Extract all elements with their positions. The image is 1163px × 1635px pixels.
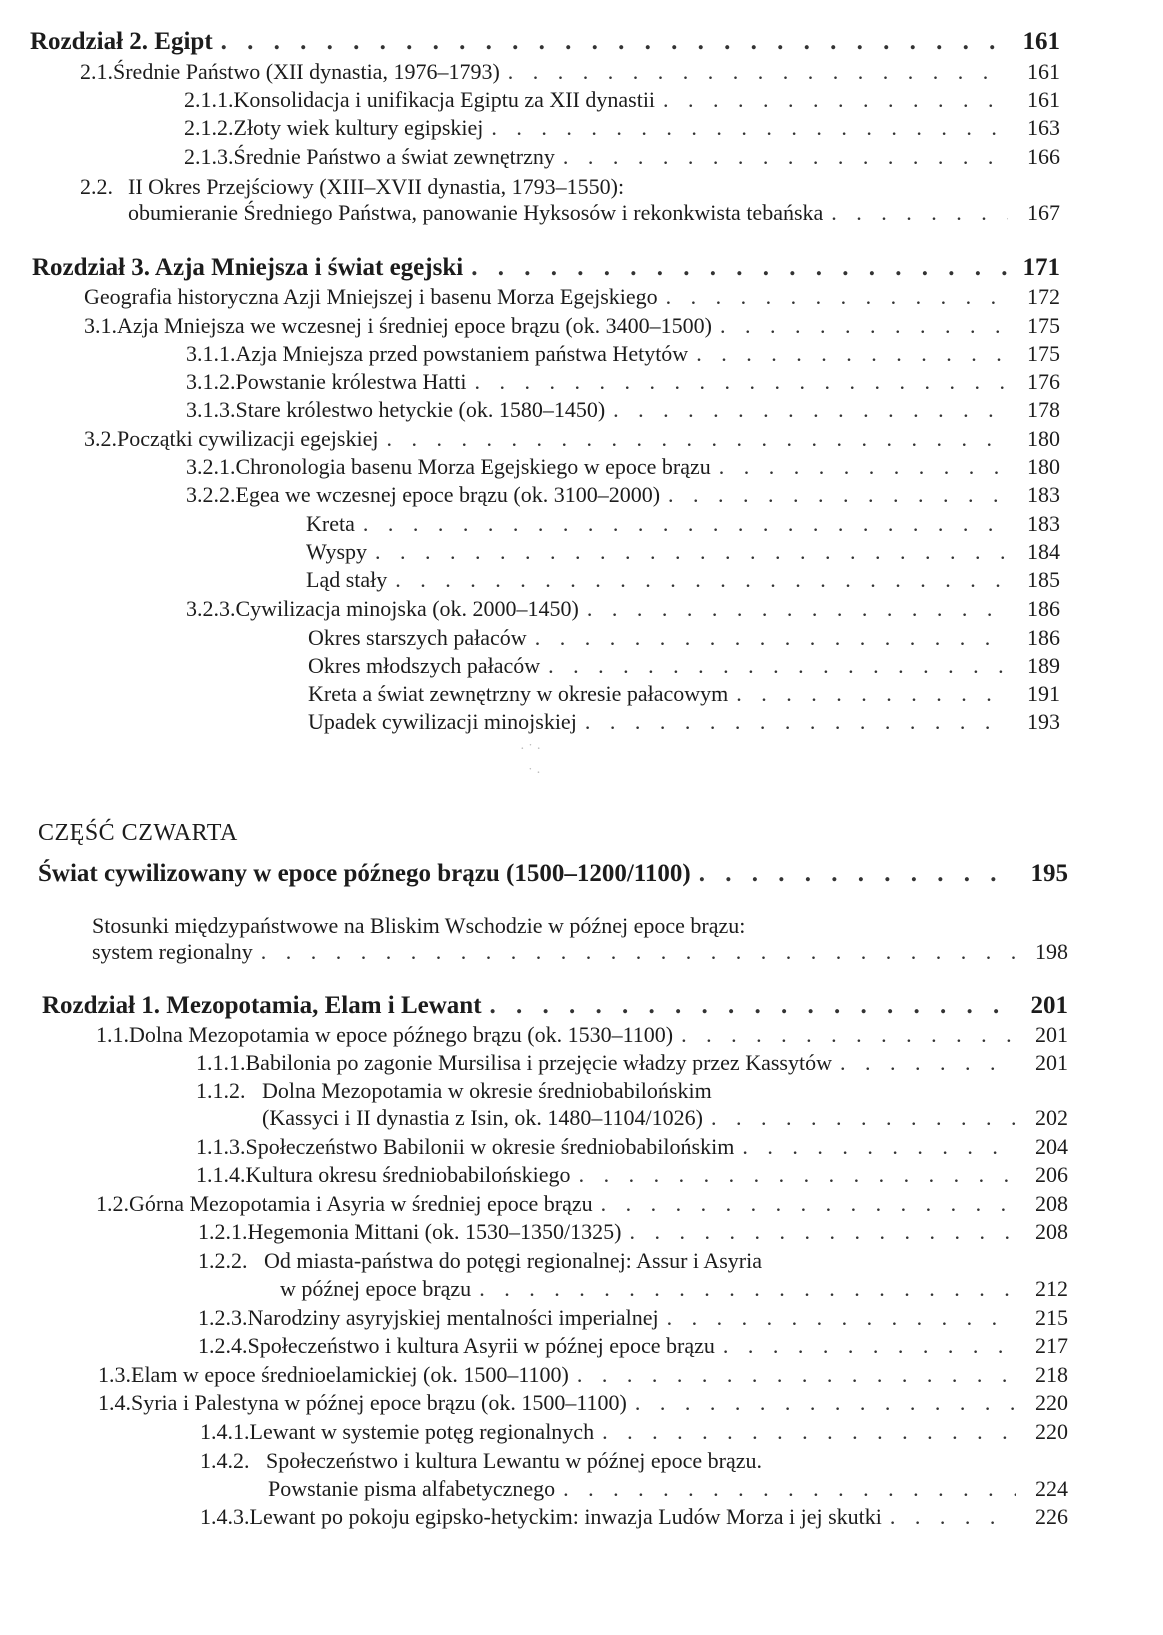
toc-title: Konsolidacja i unifikacja Egiptu za XII dynastii <box>233 87 656 112</box>
toc-number: 2.1.3. <box>184 144 234 169</box>
toc-title: Wyspy <box>306 539 368 564</box>
toc-leader-dots <box>587 595 1008 623</box>
toc-number: 1.1.2. <box>196 1078 246 1103</box>
toc-page-number: 166 <box>1027 144 1060 169</box>
toc-title: Społeczeństwo Babilonii w okresie średniobabilońskim <box>245 1134 735 1159</box>
toc-page-number: 180 <box>1027 426 1060 451</box>
toc-number: 1.2.2. <box>198 1248 248 1273</box>
toc-title: Upadek cywilizacji minojskiej <box>308 709 577 734</box>
toc-leader-dots <box>663 86 1008 114</box>
toc-leader-dots <box>629 1218 1016 1246</box>
toc-leader-dots <box>585 708 1008 736</box>
toc-page-number: 186 <box>1027 625 1060 650</box>
toc-entry-stosunki-line1 <box>92 912 745 940</box>
toc-leader-dots <box>613 396 1008 424</box>
toc-page-number: 186 <box>1027 596 1060 621</box>
toc-leader-dots <box>840 1049 1016 1077</box>
toc-page-number: 161 <box>1027 87 1060 112</box>
toc-entry-stosunki-line2 <box>92 938 1068 966</box>
toc-entry-1-1-2-line2 <box>262 1104 1068 1132</box>
toc-entry-1-2-2-line2 <box>280 1275 1068 1303</box>
toc-title: Kreta <box>306 511 355 536</box>
toc-entry-1-4-2-line1 <box>200 1447 762 1475</box>
toc-number: 3.1. <box>84 313 117 338</box>
toc-leader-dots <box>395 566 1008 594</box>
scan-speck: · ˙ · <box>520 742 541 757</box>
toc-title: Egea we wczesnej epoce brązu (ok. 3100–2000) <box>235 482 661 507</box>
toc-page-number: 198 <box>1035 939 1068 964</box>
toc-title: Średnie Państwo (XII dynastia, 1976–1793) <box>113 59 500 84</box>
toc-number: 1.1.4. <box>196 1162 246 1187</box>
toc-number: 1.2. <box>96 1191 129 1216</box>
toc-leader-dots <box>479 1275 1016 1303</box>
toc-entry-1-4 <box>98 1389 1068 1417</box>
toc-title: Początki cywilizacji egejskiej <box>117 426 379 451</box>
toc-leader-dots <box>723 1332 1016 1360</box>
toc-entry-wyspy <box>306 538 1060 566</box>
toc-number: 1.1. <box>96 1022 129 1047</box>
toc-entry-1-2-4 <box>198 1332 1068 1360</box>
toc-title: Lewant w systemie potęg regionalnych <box>249 1419 595 1444</box>
toc-number: 1.4. <box>98 1390 131 1415</box>
toc-number: 1.4.3. <box>200 1504 250 1529</box>
toc-leader-dots <box>742 1133 1016 1161</box>
toc-page-number: 161 <box>1027 59 1060 84</box>
toc-leader-dots <box>579 1161 1016 1189</box>
toc-leader-dots <box>490 992 1016 1020</box>
toc-page-number: 206 <box>1035 1162 1068 1187</box>
part-heading: CZĘŚĆ CZWARTA <box>38 820 238 846</box>
toc-entry-1-1-1 <box>196 1049 1068 1077</box>
toc-page-number: 204 <box>1035 1134 1068 1159</box>
toc-title: II Okres Przejściowy (XIII–XVII dynastia, 1793–1550): <box>128 174 625 199</box>
toc-page-number: 163 <box>1027 115 1060 140</box>
toc-entry-starsze-palace <box>308 624 1060 652</box>
toc-page-number: 184 <box>1027 539 1060 564</box>
toc-page-number: 180 <box>1027 454 1060 479</box>
toc-title: Narodziny asyryjskiej mentalności imperialnej <box>247 1305 659 1330</box>
toc-page-number: 178 <box>1027 397 1060 422</box>
toc-title: Azja Mniejsza przed powstaniem państwa Hetytów <box>235 341 689 366</box>
toc-entry-1-4-1 <box>200 1418 1068 1446</box>
toc-number: 2.1. <box>80 59 113 84</box>
toc-title: Azja Mniejsza we wczesnej i średniej epoce brązu (ok. 3400–1500) <box>117 313 712 338</box>
toc-title: Stare królestwo hetyckie (ok. 1580–1450) <box>235 397 606 422</box>
toc-page-number: 224 <box>1035 1476 1068 1501</box>
toc-title: Powstanie królestwa Hatti <box>235 369 467 394</box>
toc-leader-dots <box>508 58 1008 86</box>
toc-title: Hegemonia Mittani (ok. 1530–1350/1325) <box>247 1219 622 1244</box>
toc-title: Świat cywilizowany w epoce późnego brązu (1500–1200/1100) <box>38 860 691 887</box>
toc-page-number: 171 <box>1022 254 1060 281</box>
toc-page-number: 175 <box>1027 313 1060 338</box>
toc-title: Średnie Państwo a świat zewnętrzny <box>233 144 555 169</box>
toc-leader-dots <box>719 453 1008 481</box>
toc-title: w późnej epoce brązu <box>280 1276 472 1301</box>
toc-entry-lad-staly <box>306 566 1060 594</box>
toc-entry-2-1-3 <box>184 143 1060 171</box>
toc-page-number: 218 <box>1035 1362 1068 1387</box>
toc-leader-dots <box>831 199 1008 227</box>
toc-page-number: 201 <box>1035 1050 1068 1075</box>
toc-title: Okres starszych pałaców <box>308 625 527 650</box>
toc-leader-dots <box>563 143 1008 171</box>
toc-title: system regionalny <box>92 939 253 964</box>
toc-entry-1-2-1 <box>198 1218 1068 1246</box>
toc-leader-dots <box>261 938 1016 966</box>
toc-page-number: 208 <box>1035 1219 1068 1244</box>
toc-number: 3.2.1. <box>186 454 236 479</box>
toc-page-number: 195 <box>1030 860 1068 887</box>
toc-leader-dots <box>471 254 1008 282</box>
toc-title: (Kassyci i II dynastia z Isin, ok. 1480–1104/1026) <box>262 1105 703 1130</box>
toc-number: 1.2.3. <box>198 1305 248 1330</box>
toc-entry-1-1 <box>96 1021 1068 1049</box>
toc-leader-dots <box>668 481 1008 509</box>
toc-leader-dots <box>577 1361 1016 1389</box>
toc-title: Dolna Mezopotamia w okresie średniobabilońskim <box>262 1078 712 1103</box>
toc-title: Ląd stały <box>306 567 388 592</box>
toc-page-number: 183 <box>1027 482 1060 507</box>
toc-number: 3.1.1. <box>186 341 236 366</box>
toc-number: 3.2.3. <box>186 596 236 621</box>
toc-page-number: 220 <box>1035 1419 1068 1444</box>
toc-title: Dolna Mezopotamia w epoce późnego brązu (ok. 1530–1100) <box>129 1022 674 1047</box>
toc-leader-dots <box>699 860 1016 888</box>
toc-number: 1.1.3. <box>196 1134 246 1159</box>
toc-entry-geografia <box>84 283 1060 311</box>
toc-page-number: 189 <box>1027 653 1060 678</box>
toc-leader-dots <box>635 1389 1016 1417</box>
toc-entry-3-1-3 <box>186 396 1060 424</box>
toc-entry-2-1-2 <box>184 114 1060 142</box>
toc-title: Złoty wiek kultury egipskiej <box>233 115 484 140</box>
toc-entry-1-4-3 <box>200 1503 1068 1531</box>
toc-part-main-title <box>38 860 1068 888</box>
toc-number: 2.1.1. <box>184 87 234 112</box>
toc-number: 1.1.1. <box>196 1050 246 1075</box>
toc-page-number: 212 <box>1035 1276 1068 1301</box>
toc-leader-dots <box>696 340 1008 368</box>
toc-chapter-1-mezopotamia <box>42 992 1068 1020</box>
toc-number: 3.1.3. <box>186 397 236 422</box>
toc-entry-3-2 <box>84 425 1060 453</box>
toc-page-number: 176 <box>1027 369 1060 394</box>
toc-leader-dots <box>601 1190 1016 1218</box>
toc-number: 3.2. <box>84 426 117 451</box>
toc-entry-kreta <box>306 510 1060 538</box>
toc-page-number: 183 <box>1027 511 1060 536</box>
toc-number: 1.2.4. <box>198 1333 248 1358</box>
toc-entry-1-2-3 <box>198 1304 1068 1332</box>
toc-page-number: 201 <box>1030 992 1068 1019</box>
toc-entry-2-1 <box>80 58 1060 86</box>
toc-leader-dots <box>711 1104 1016 1132</box>
toc-entry-kreta-swiat <box>308 680 1060 708</box>
toc-title: Chronologia basenu Morza Egejskiego w epoce brązu <box>235 454 711 479</box>
toc-number: 1.4.2. <box>200 1448 250 1473</box>
toc-title: Geografia historyczna Azji Mniejszej i basenu Morza Egejskiego <box>84 284 658 309</box>
toc-leader-dots <box>491 114 1008 142</box>
toc-leader-dots <box>548 652 1008 680</box>
toc-chapter-2-egipt <box>30 28 1060 56</box>
toc-entry-1-4-2-line2 <box>268 1475 1068 1503</box>
toc-title: Od miasta-państwa do potęgi regionalnej: Assur i Asyria <box>264 1248 762 1273</box>
toc-entry-3-2-1 <box>186 453 1060 481</box>
toc-leader-dots <box>386 425 1008 453</box>
toc-entry-mlodsze-palace <box>308 652 1060 680</box>
toc-entry-upadek <box>308 708 1060 736</box>
toc-page-number: 202 <box>1035 1105 1068 1130</box>
toc-number: 1.2.1. <box>198 1219 248 1244</box>
toc-page-number: 191 <box>1027 681 1060 706</box>
toc-entry-3-2-3 <box>186 595 1060 623</box>
scan-speck: ˙ · <box>528 766 541 781</box>
toc-entry-2-2-line2 <box>128 199 1060 227</box>
toc-entry-2-2-line1 <box>80 173 624 201</box>
toc-leader-dots <box>890 1503 1016 1531</box>
toc-leader-dots <box>363 510 1008 538</box>
toc-leader-dots <box>474 368 1008 396</box>
toc-page-number: 226 <box>1035 1504 1068 1529</box>
toc-page-number: 161 <box>1022 28 1060 55</box>
toc-number: 1.4.1. <box>200 1419 250 1444</box>
toc-leader-dots <box>563 1475 1016 1503</box>
toc-chapter-3-azja <box>32 254 1060 282</box>
toc-number: 2.1.2. <box>184 115 234 140</box>
toc-title: Społeczeństwo i kultura Lewantu w późnej epoce brązu. <box>266 1448 763 1473</box>
toc-entry-1-2-2-line1 <box>198 1247 762 1275</box>
toc-title: obumieranie Średniego Państwa, panowanie Hyksosów i rekonkwista tebańska <box>128 200 824 225</box>
toc-page-number: 175 <box>1027 341 1060 366</box>
toc-page-number: 217 <box>1035 1333 1068 1358</box>
toc-title: Kultura okresu średniobabilońskiego <box>245 1162 571 1187</box>
toc-page-number: 172 <box>1027 284 1060 309</box>
toc-title: Rozdział 3. Azja Mniejsza i świat egejski <box>32 254 464 281</box>
toc-page-number: 215 <box>1035 1305 1068 1330</box>
toc-page-number: 220 <box>1035 1390 1068 1415</box>
toc-leader-dots <box>681 1021 1016 1049</box>
toc-entry-3-1-2 <box>186 368 1060 396</box>
toc-leader-dots <box>535 624 1008 652</box>
toc-page-number: 193 <box>1027 709 1060 734</box>
toc-title: Powstanie pisma alfabetycznego <box>268 1476 556 1501</box>
toc-entry-1-2 <box>96 1190 1068 1218</box>
toc-entry-1-3 <box>98 1361 1068 1389</box>
toc-entry-2-1-1 <box>184 86 1060 114</box>
toc-leader-dots <box>221 28 1008 56</box>
toc-page-number: 208 <box>1035 1191 1068 1216</box>
toc-entry-1-1-3 <box>196 1133 1068 1161</box>
toc-entry-3-1-1 <box>186 340 1060 368</box>
toc-leader-dots <box>667 1304 1016 1332</box>
toc-number: 2.2. <box>80 174 113 199</box>
toc-title: Okres młodszych pałaców <box>308 653 541 678</box>
toc-title: Stosunki międzypaństwowe na Bliskim Wschodzie w późnej epoce brązu: <box>92 913 746 938</box>
toc-leader-dots <box>720 312 1008 340</box>
toc-leader-dots <box>736 680 1008 708</box>
toc-entry-1-1-4 <box>196 1161 1068 1189</box>
toc-title: Kreta a świat zewnętrzny w okresie pałacowym <box>308 681 729 706</box>
toc-title: Elam w epoce średnioelamickiej (ok. 1500–1100) <box>131 1362 569 1387</box>
toc-entry-3-1 <box>84 312 1060 340</box>
toc-title: Rozdział 1. Mezopotamia, Elam i Lewant <box>42 992 482 1019</box>
toc-number: 3.1.2. <box>186 369 236 394</box>
toc-title: Rozdział 2. Egipt <box>30 28 213 55</box>
toc-page-number: 185 <box>1027 567 1060 592</box>
toc-number: 3.2.2. <box>186 482 236 507</box>
toc-title: Cywilizacja minojska (ok. 2000–1450) <box>235 596 579 621</box>
toc-leader-dots <box>666 283 1008 311</box>
toc-entry-3-2-2 <box>186 481 1060 509</box>
toc-title: Społeczeństwo i kultura Asyrii w późnej epoce brązu <box>247 1333 715 1358</box>
toc-leader-dots <box>602 1418 1016 1446</box>
toc-page-number: 167 <box>1027 200 1060 225</box>
toc-page-number: 201 <box>1035 1022 1068 1047</box>
toc-entry-1-1-2-line1 <box>196 1077 712 1105</box>
toc-title: Syria i Palestyna w późnej epoce brązu (ok. 1500–1100) <box>131 1390 627 1415</box>
toc-number: 1.3. <box>98 1362 131 1387</box>
toc-title: Górna Mezopotamia i Asyria w średniej epoce brązu <box>129 1191 593 1216</box>
toc-title: Lewant po pokoju egipsko-hetyckim: inwazja Ludów Morza i jej skutki <box>249 1504 882 1529</box>
toc-leader-dots <box>375 538 1008 566</box>
toc-title: Babilonia po zagonie Mursilisa i przejęcie władzy przez Kassytów <box>245 1050 832 1075</box>
